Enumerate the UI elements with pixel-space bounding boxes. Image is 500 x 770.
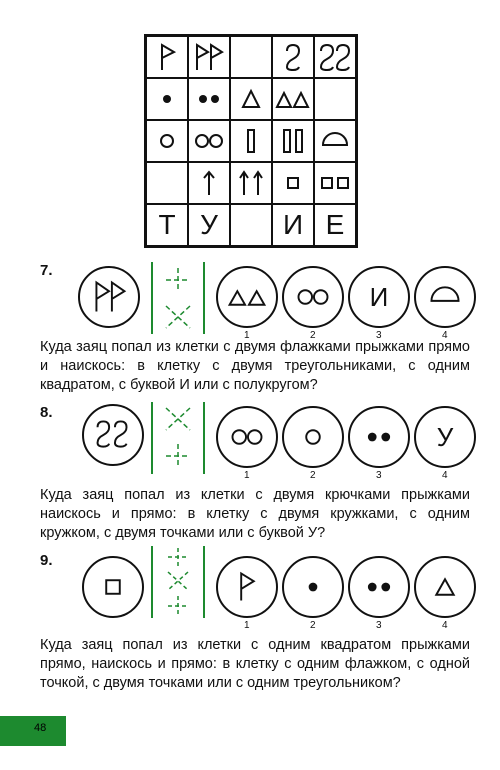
- task-number: 7.: [40, 262, 53, 279]
- start-circle: [78, 266, 140, 328]
- option-number: 2: [310, 620, 316, 631]
- task-number: 9.: [40, 552, 53, 569]
- option-circle[interactable]: [282, 266, 344, 328]
- option-number: 4: [442, 620, 448, 631]
- option-number: 2: [310, 470, 316, 481]
- option-number: 1: [244, 330, 250, 341]
- flag-icon: [147, 37, 187, 77]
- move-diagram-diagonal-straight: [148, 402, 208, 474]
- cell-one-triangle: [230, 78, 272, 120]
- move-sequence: [148, 262, 208, 334]
- task-number: 8.: [40, 404, 53, 421]
- option-number: 1: [244, 470, 250, 481]
- two-dots-icon: [350, 558, 408, 616]
- move-diagram-straight-diagonal-straight: [148, 546, 208, 618]
- cell-empty: [230, 36, 272, 78]
- ring-icon: [147, 121, 187, 161]
- option-number: 3: [376, 330, 382, 341]
- dot-icon: [147, 79, 187, 119]
- cell-one-arrow: [188, 162, 230, 204]
- option-circle[interactable]: [282, 406, 344, 468]
- cell-one-hook: [272, 36, 314, 78]
- cell-two-squares: [314, 162, 356, 204]
- question-text: Куда заяц попал из клетки с одним квадратом прыжками прямо, наискось и прямо: в клетку с одним флажком, с одной точкой, с двумя точками или с одним треугольником?: [40, 637, 470, 691]
- cell-one-square: [272, 162, 314, 204]
- question-text: Куда заяц попал из клетки с двумя крючками прыжками наискось и прямо: в клетку с двумя кружками, с одним кружком, с двумя точками или с буквой У?: [40, 487, 470, 541]
- option-number: 3: [376, 470, 382, 481]
- page-number-tab: [0, 716, 66, 746]
- two-rings-icon: [189, 121, 229, 161]
- option-circle[interactable]: [414, 406, 476, 468]
- option-circle[interactable]: [216, 266, 278, 328]
- cell-two-rings: [188, 120, 230, 162]
- bar-icon: [231, 121, 271, 161]
- symbol-grid: [144, 34, 358, 248]
- two-bars-icon: [273, 121, 313, 161]
- move-sequence: [148, 402, 208, 474]
- cell-letter: [188, 204, 230, 246]
- two-hooks-icon: [84, 406, 142, 464]
- two-hooks-icon: [315, 37, 355, 77]
- circle-letter: У: [436, 421, 454, 452]
- option-number: 4: [442, 330, 448, 341]
- two-squares-icon: [315, 163, 355, 203]
- cell-letter: [314, 204, 356, 246]
- cell-two-hooks: [314, 36, 356, 78]
- cell-letter: [146, 204, 188, 246]
- letter-e: Е: [325, 209, 345, 240]
- square-icon: [273, 163, 313, 203]
- option-circle[interactable]: [348, 266, 410, 328]
- letter-t: Т: [158, 209, 176, 240]
- option-circle[interactable]: [216, 556, 278, 618]
- square-icon: [84, 558, 142, 616]
- ring-icon: [284, 408, 342, 466]
- page-number: 48: [34, 722, 47, 734]
- option-number: 1: [244, 620, 250, 631]
- cell-two-arrows: [230, 162, 272, 204]
- semicircle-icon: [315, 121, 355, 161]
- option-number: 3: [376, 620, 382, 631]
- two-dots-icon: [189, 79, 229, 119]
- letter-u: У: [200, 209, 218, 240]
- arrow-up-icon: [189, 163, 229, 203]
- cell-semicircle: [314, 120, 356, 162]
- triangle-icon: [231, 79, 271, 119]
- dot-icon: [284, 558, 342, 616]
- two-arrows-up-icon: [231, 163, 271, 203]
- move-sequence: [148, 546, 208, 618]
- two-flags-icon: [80, 268, 138, 326]
- option-circle[interactable]: [282, 556, 344, 618]
- cell-empty: [314, 78, 356, 120]
- option-circle[interactable]: [348, 406, 410, 468]
- option-circle[interactable]: [216, 406, 278, 468]
- option-circle[interactable]: [414, 556, 476, 618]
- triangle-icon: [416, 558, 474, 616]
- cell-two-flags: [188, 36, 230, 78]
- cell-one-dot: [146, 78, 188, 120]
- cell-empty: [146, 162, 188, 204]
- option-number: 4: [442, 470, 448, 481]
- cell-two-triangles: [272, 78, 314, 120]
- cell-one-ring: [146, 120, 188, 162]
- two-flags-icon: [189, 37, 229, 77]
- option-circle[interactable]: [348, 556, 410, 618]
- flag-icon: [218, 558, 276, 616]
- cell-two-bars: [272, 120, 314, 162]
- two-triangles-icon: [218, 268, 276, 326]
- option-circle[interactable]: [414, 266, 476, 328]
- cell-letter: [272, 204, 314, 246]
- cell-two-dots: [188, 78, 230, 120]
- option-number: 2: [310, 330, 316, 341]
- circle-letter: И: [369, 281, 389, 312]
- semicircle-icon: [416, 268, 474, 326]
- letter-i: И: [282, 209, 304, 240]
- start-circle: [82, 404, 144, 466]
- two-triangles-icon: [273, 79, 313, 119]
- two-rings-icon: [284, 268, 342, 326]
- move-diagram-straight-diagonal: [148, 262, 208, 334]
- hook-icon: [273, 37, 313, 77]
- two-dots-icon: [350, 408, 408, 466]
- start-circle: [82, 556, 144, 618]
- two-rings-icon: [218, 408, 276, 466]
- cell-one-bar: [230, 120, 272, 162]
- question-text: Куда заяц попал из клетки с двумя флажками прыжками прямо и наискось: в клетку с двумя треугольниками, с одним квадратом, с буквой И или с полукругом?: [40, 339, 470, 393]
- cell-one-flag: [146, 36, 188, 78]
- cell-empty: [230, 204, 272, 246]
